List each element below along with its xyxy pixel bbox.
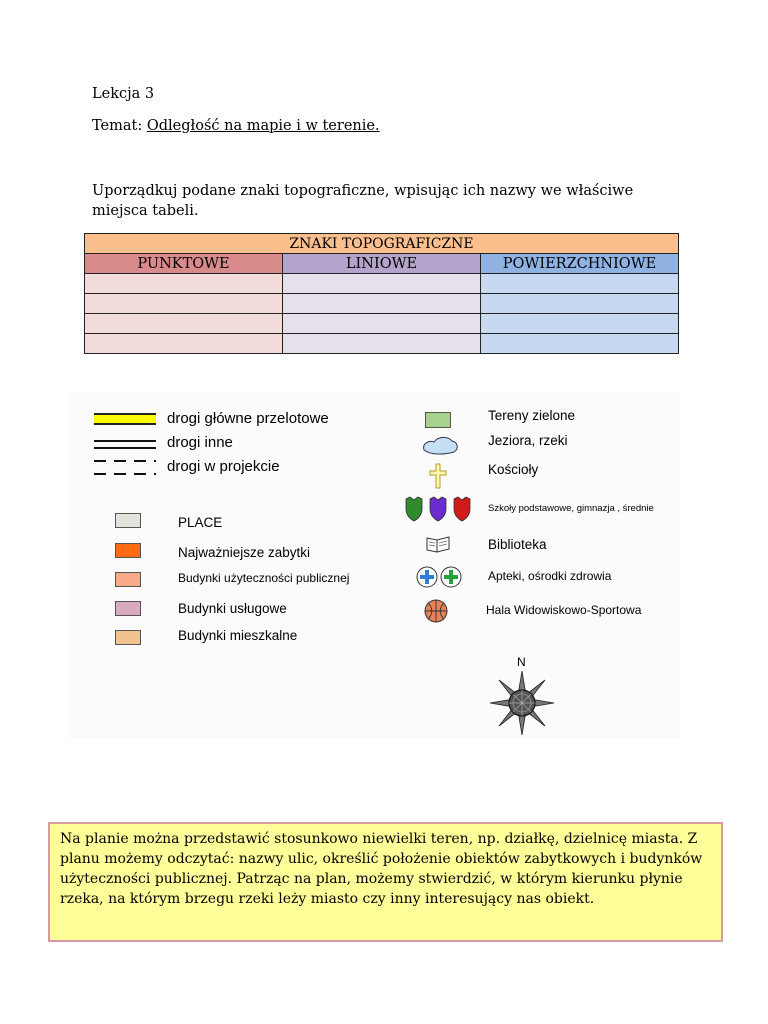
map-legend: [68, 392, 680, 738]
legend-sports-hall: Hala Widowiskowo-Sportowa: [486, 603, 642, 617]
other-road-icon-line: [94, 447, 156, 449]
public-building-swatch-icon: [115, 572, 141, 587]
legend-lakes-rivers: Jeziora, rzeki: [488, 433, 568, 448]
topic-line: [92, 118, 380, 134]
legend-residential: Budynki mieszkalne: [178, 628, 298, 643]
table-cell[interactable]: [283, 294, 481, 314]
legend-churches: Kościoły: [488, 462, 539, 477]
table-title: ZNAKI TOPOGRAFICZNE: [85, 234, 679, 254]
table-row: [85, 294, 679, 314]
residential-swatch-icon: [115, 630, 141, 645]
legend-service-buildings: Budynki usługowe: [178, 601, 287, 616]
table-cell[interactable]: [283, 334, 481, 354]
lake-icon: [420, 434, 460, 456]
green-area-swatch-icon: [425, 412, 451, 428]
topographic-signs-table: [84, 233, 679, 354]
table-cell[interactable]: [283, 314, 481, 334]
legend-planned-roads: drogi w projekcie: [167, 458, 280, 475]
table-cell[interactable]: [85, 314, 283, 334]
legend-pharmacies: Apteki, ośrodki zdrowia: [488, 569, 612, 583]
header-powierzchniowe: POWIERZCHNIOWE: [481, 254, 679, 274]
legend-schools: Szkoły podstawowe, gimnazja , średnie: [488, 503, 654, 514]
table-row: [85, 274, 679, 294]
table-cell[interactable]: [85, 334, 283, 354]
legend-other-roads: drogi inne: [167, 434, 233, 451]
info-note-box: Na planie można przedstawić stosunkowo niewielki teren, np. działkę, dzielnicę miasta. Z planu możemy odczytać: nazwy ulic, określić położenie obiektów zabytkowych i budynków użyteczności publicznej. Patrząc na plan, możemy stwierdzić, w którym kierunku płynie rzeka, na którym brzegu rzeki leży miasto czy inny interesujący nas obiekt.: [48, 822, 723, 942]
table-row: [85, 314, 679, 334]
compass-north-label: N: [517, 655, 526, 669]
legend-public-buildings: Budynki użyteczności publicznej: [178, 571, 350, 585]
instruction-text: Uporządkuj podane znaki topograficzne, wpisując ich nazwy we właściwe miejsca tabeli.: [92, 183, 634, 219]
legend-green-areas: Tereny zielone: [488, 408, 576, 423]
table-row: [85, 334, 679, 354]
lesson-label: Lekcja 3: [92, 86, 155, 102]
legend-place: PLACE: [178, 515, 223, 530]
table-cell[interactable]: [481, 334, 679, 354]
header-punktowe: PUNKTOWE: [85, 254, 283, 274]
planned-road-icon-line: [94, 473, 156, 475]
legend-main-roads: drogi główne przelotowe: [167, 410, 329, 427]
other-road-icon: [94, 440, 156, 442]
main-road-icon: [94, 413, 156, 425]
monument-swatch-icon: [115, 543, 141, 558]
table-cell[interactable]: [481, 294, 679, 314]
compass-rose-icon: [489, 670, 555, 736]
sports-hall-ball-icon: [424, 599, 448, 623]
table-cell[interactable]: [85, 294, 283, 314]
legend-library: Biblioteka: [488, 537, 547, 552]
table-cell[interactable]: [283, 274, 481, 294]
table-cell[interactable]: [85, 274, 283, 294]
schools-shields-icon: [404, 496, 474, 522]
place-swatch-icon: [115, 513, 141, 528]
legend-monuments: Najważniejsze zabytki: [178, 545, 311, 560]
table-cell[interactable]: [481, 314, 679, 334]
table-cell[interactable]: [481, 274, 679, 294]
header-liniowe: LINIOWE: [283, 254, 481, 274]
service-building-swatch-icon: [115, 601, 141, 616]
pharmacy-health-icon: [416, 565, 464, 589]
planned-road-icon: [94, 460, 156, 462]
topic-label: Temat:: [92, 118, 147, 134]
church-cross-icon: [428, 462, 448, 490]
library-book-icon: [425, 534, 451, 554]
topic-title: Odległość na mapie i w terenie.: [146, 118, 380, 134]
